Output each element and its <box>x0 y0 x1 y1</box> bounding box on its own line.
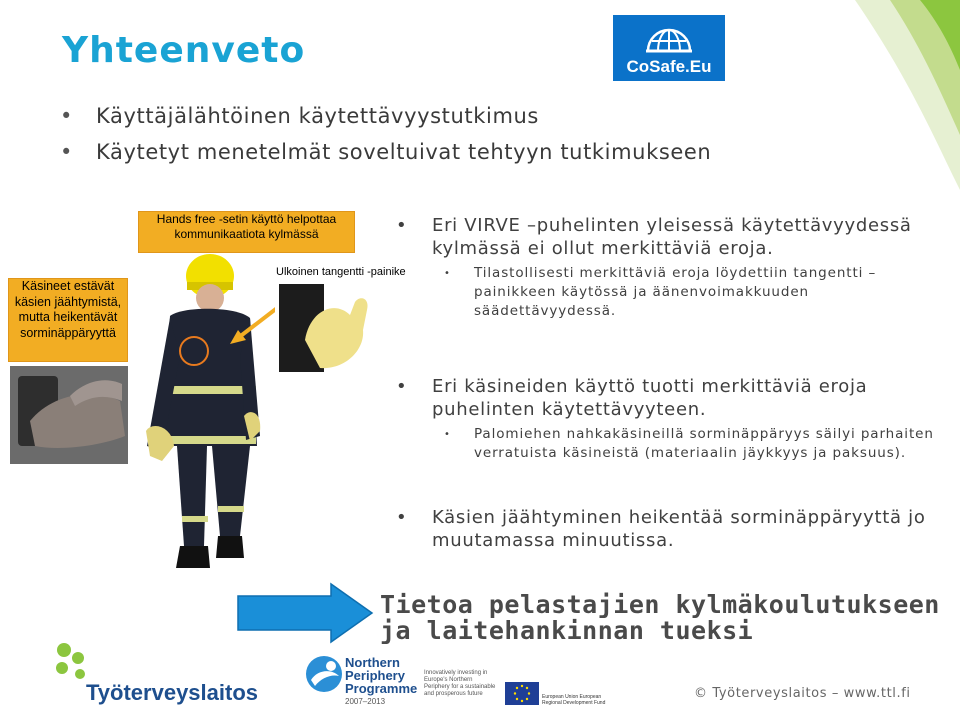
npp-logo-text <box>345 656 417 708</box>
callout-gloves: Käsineet estävät käsien jäähtymistä, mutta heikentävät sorminäppäryyttä <box>8 278 128 362</box>
npp-line: Programme <box>345 681 418 696</box>
finding-text: • Käsien jäähtyminen heikentää sorminäppäryyttä jo muutamassa minuutissa. <box>396 506 956 552</box>
top-bullet: • Käytetyt menetelmät soveltuivat tehtyyn tutkimukseen <box>60 140 711 176</box>
eu-flag-icon <box>505 682 539 705</box>
globe-icon <box>644 21 694 55</box>
glove-device-photo <box>10 366 128 464</box>
page-title: Yhteenveto <box>62 30 306 71</box>
callout-hands-free: Hands free -setin käyttö helpottaa kommunikaatiota kylmässä <box>138 211 355 253</box>
finding-text: • Eri VIRVE –puhelinten yleisessä käytettävyydessä kylmässä ei ollut merkittäviä eroja. <box>396 214 946 260</box>
cosafe-logo-text: CoSafe.Eu <box>626 57 712 76</box>
npp-years: 2007–2013 <box>345 697 386 706</box>
footer-text: © Työterveyslaitos – www.ttl.fi <box>694 686 911 701</box>
npp-line: Northern <box>345 655 400 670</box>
finding-text: • Eri käsineiden käyttö tuotti merkittäviä eroja puhelinten käytettävyyteen. <box>396 375 946 421</box>
cosafe-logo <box>613 15 725 81</box>
finding-1 <box>396 214 946 321</box>
glove-button-photo <box>275 280 387 376</box>
finding-subtext: • Palomiehen nahkakäsineillä sorminäppäryys säilyi parhaiten verratuista käsineistä (materiaalin jäykkyys ja paksuus). <box>396 425 946 463</box>
finding-subtext: • Tilastollisesti merkittäviä eroja löydettiin tangentti –painikkeen käytössä ja äänenvoimakkuuden säädettävyydessä. <box>396 264 946 321</box>
ttl-logo-icon <box>50 640 94 684</box>
corner-decoration <box>760 0 960 190</box>
top-bullet-list <box>60 104 711 176</box>
eu-text: European Union European Regional Development Fund <box>542 694 606 706</box>
npp-tagline: Innovatively investing in Europe's Northern Periphery for a sustainable and prosperous future <box>424 670 496 697</box>
npp-line: Periphery <box>345 668 405 683</box>
finding-3 <box>396 506 956 552</box>
firefighter-photo <box>132 246 282 576</box>
npp-logo-icon <box>303 652 345 702</box>
callout-external-button: Ulkoinen tangentti -painike <box>276 266 406 278</box>
finding-2 <box>396 375 946 463</box>
conclusion-text: Tietoa pelastajien kylmäkoulutukseen ja laitehankinnan tueksi <box>380 590 940 645</box>
top-bullet: • Käyttäjälähtöinen käytettävyystutkimus <box>60 104 711 140</box>
ttl-logo-text: Työterveyslaitos <box>86 680 259 705</box>
conclusion-arrow <box>236 582 376 644</box>
